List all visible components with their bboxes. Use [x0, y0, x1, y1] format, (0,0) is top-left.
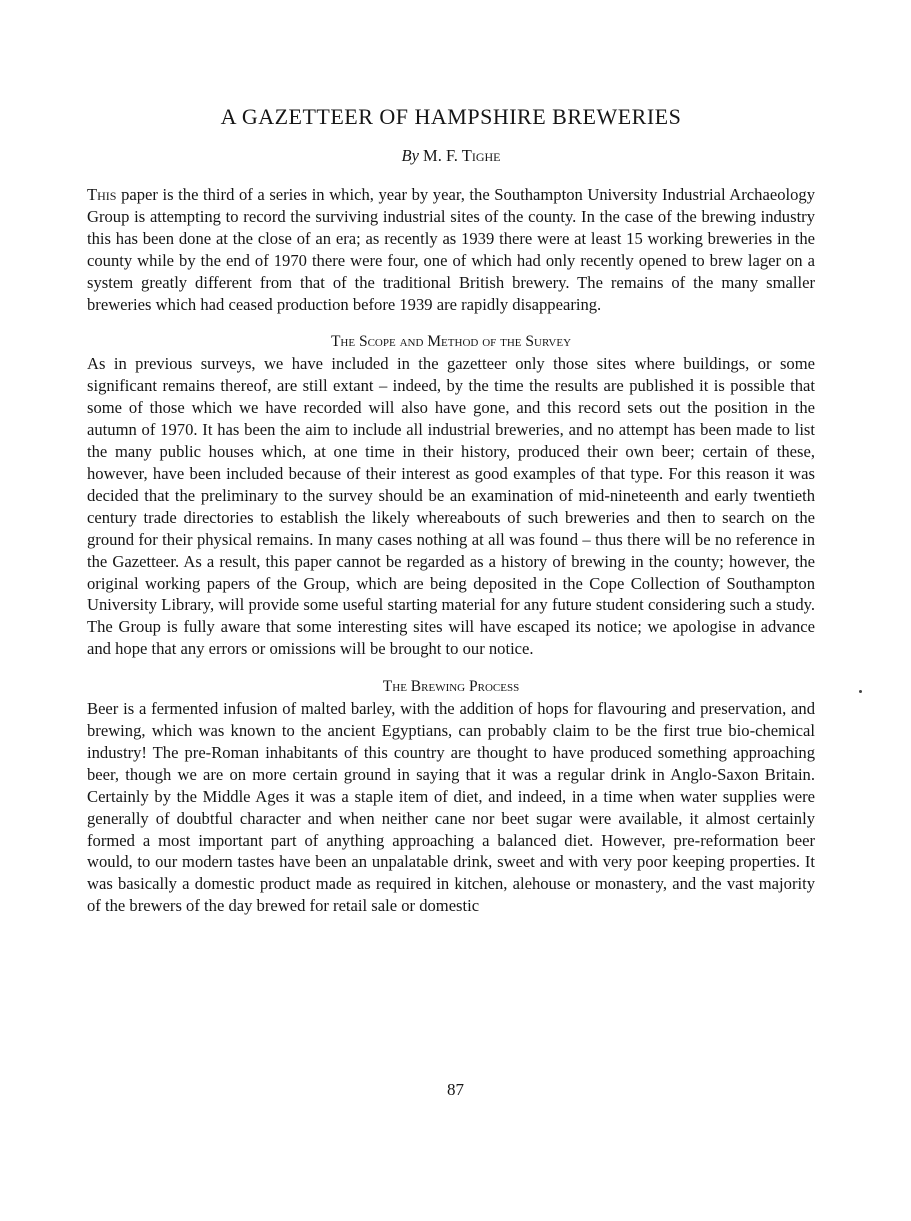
section-heading-brewing-process: The Brewing Process: [382, 678, 520, 696]
intro-paragraph: [87, 184, 815, 315]
speck-mark: [859, 690, 862, 693]
intro-lead-word: This: [87, 185, 117, 204]
page-number: 87: [447, 1080, 464, 1099]
article-title: A GAZETTEER OF HAMPSHIRE BREWERIES: [220, 104, 682, 129]
author-name: M. F. Tighe: [423, 146, 501, 165]
section-paragraph-brewing-process: Beer is a fermented infusion of malted barley, with the addition of hops for flavouring and preservation, and brewing, which was known to the ancient Egyptians, can probably claim to be the first true bio-chemical industry! The pre-Roman inhabitants of this country are thought to have produced something approaching beer, though we are on more certain ground in saying that it was a regular drink in Anglo-Saxon Britain. Certainly by the Middle Ages it was a staple item of diet, and indeed, in a time when water supplies were generally of doubtful character and when neither cane nor beet sugar were available, it almost certainly formed a most important part of anything approaching a balanced diet. However, pre-reformation beer would, to our modern tastes have been an unpalatable drink, sweet and with very poor keeping properties. It was basically a domestic product made as required in kitchen, alehouse or monastery, and the vast majority of the brewers of the day brewed for retail sale or domestic: [87, 699, 815, 916]
page-content: [87, 104, 815, 917]
intro-text: paper is the third of a series in which, year by year, the Southampton University Industrial Archaeology Group is attempting to record the surviving industrial sites of the county. In the case of the brewing industry this has been done at the close of an era; as recently as 1939 there were at least 15 working breweries in the county while by the end of 1970 there were four, one of which had only recently opened to brew lager on a system greatly different from that of the traditional British brewery. The remains of the many smaller breweries which had ceased production before 1939 are rapidly disappearing.: [87, 185, 815, 314]
section-heading-scope: The Scope and Method of the Survey: [330, 333, 572, 351]
byline-prefix: By: [401, 146, 419, 165]
byline: [87, 146, 815, 166]
section-paragraph-scope: As in previous surveys, we have included in the gazetteer only those sites where buildings, or some significant remains thereof, are still extant – indeed, by the time the results are published it is possible that some of those which we have recorded will also have gone, and this record sets out the position in the autumn of 1970. It has been the aim to include all industrial breweries, and no attempt has been made to list the many public houses which, at one time in their history, produced their own beer; certain of these, however, have been included because of their interest as good examples of that type. For this reason it was decided that the preliminary to the survey should be an examination of mid-nineteenth and early twentieth century trade directories to establish the likely whereabouts of such breweries and then to search on the ground for their physical remains. In many cases nothing at all was found – thus there will be no reference in the Gazetteer. As a result, this paper cannot be regarded as a history of brewing in the county; however, the original working papers of the Group, which are being deposited in the Cope Collection of Southampton University Library, will provide some useful starting material for any future student considering such a study. The Group is fully aware that some interesting sites will have escaped its notice; we apologise in advance and hope that any errors or omissions will be brought to our notice.: [87, 354, 815, 659]
